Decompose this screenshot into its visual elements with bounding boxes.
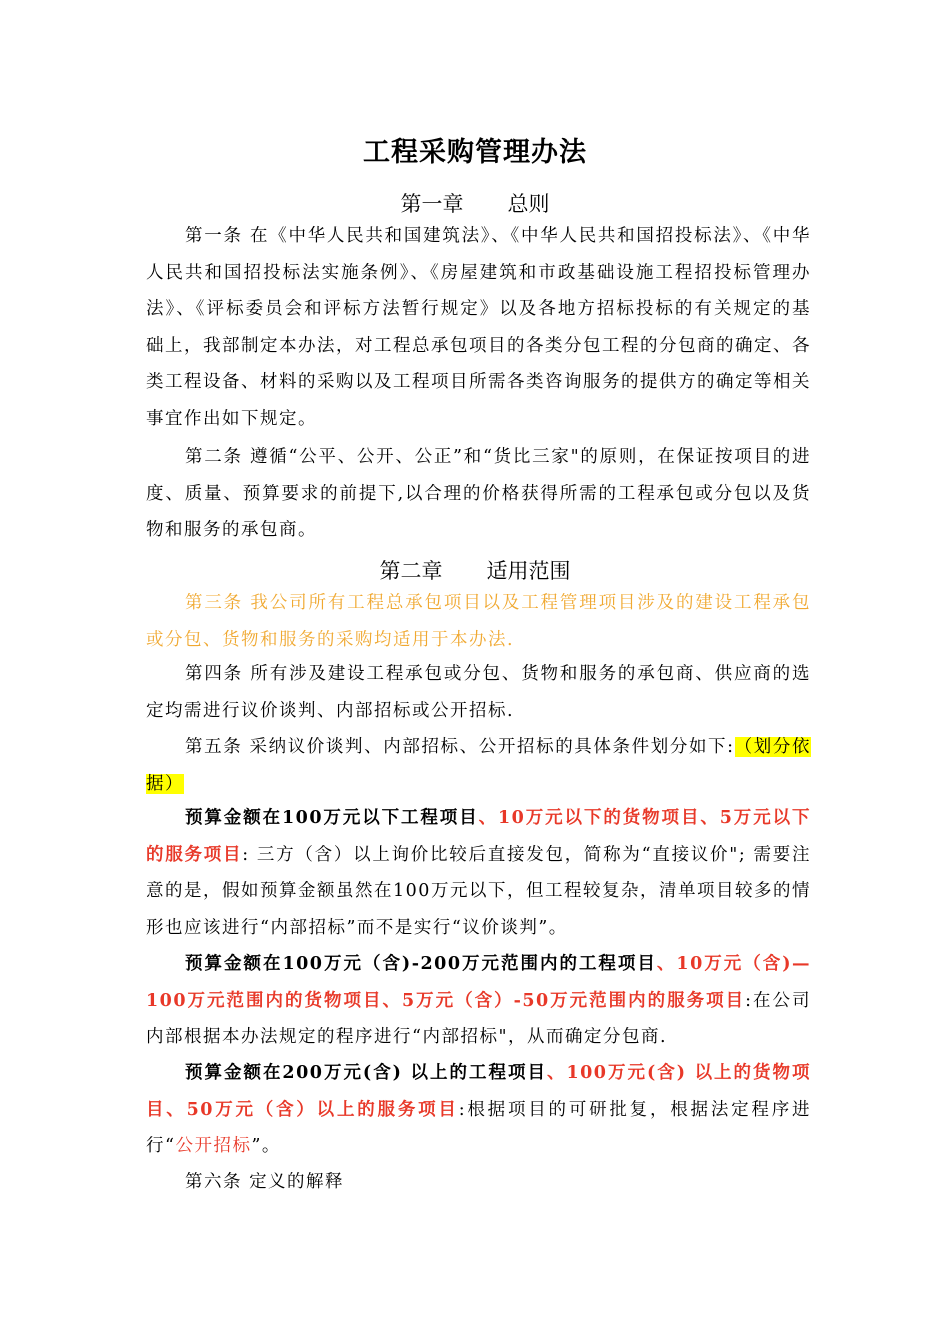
article-5-highlight-note: （划分依据） [146,737,811,794]
chapter-2-name: 适用范围 [486,559,571,583]
chapter-1-name: 总则 [507,192,550,216]
tier-1-rest: : 三方（含）以上询价比较后直接发包，简称为“直接议价"; 需要注意的是，假如预算金额虽然在100万元以下，但工程较复杂，清单项目较多的情形也应该进行“内部招标”而不是实行“议价谈判”。 [146,844,812,938]
tier-2-paragraph [146,946,811,1056]
tier-2-lead: 预算金额在100万元（含)-200万元范围内的工程项目 [185,954,657,974]
tier-1-red: 、10万元以下的货物项目、5万元以下的服务项目 [146,808,812,865]
tier-1-paragraph [146,800,811,946]
article-3: 第三条 我公司所有工程总承包项目以及工程管理项目涉及的建设工程承包或分包、货物和服务的采购均适用于本办法. [146,593,811,650]
chapter-2-heading [0,555,950,585]
tier-3-lead: 预算金额在200万元(含) 以上的工程项目 [185,1063,547,1083]
tier-3-red: 、100万元(含) 以上的货物项目、50万元（含）以上的服务项目 [146,1063,812,1120]
article-6: 第六条 定义的解释 [185,1172,345,1192]
article-5 [146,729,811,802]
tier-3-paragraph [146,1055,811,1165]
chapter-1-heading [0,188,950,218]
article-2: 第二条 遵循“公平、公开、公正”和“货比三家"的原则，在保证按项目的进度、质量、预算要求的前提下,以合理的价格获得所需的工程承包或分包以及货物和服务的承包商。 [146,447,811,540]
article-4: 第四条 所有涉及建设工程承包或分包、货物和服务的承包商、供应商的选定均需进行议价谈判、内部招标或公开招标. [146,664,811,721]
tier-2-red: 、10万元（含)—100万元范围内的货物项目、5万元（含）-50万元范围内的服务项目 [146,954,811,1011]
article-5-text: 第五条 采纳议价谈判、内部招标、公开招标的具体条件划分如下: [185,737,735,757]
tier-3-rest: :根据项目的可研批复，根据法定程序进行“ [146,1099,811,1156]
chapter-2-number: 第二章 [379,559,443,583]
tier-2-rest: :在公司内部根据本办法规定的程序进行“内部招标"，从而确定分包商. [146,990,811,1047]
tier-3-public-tender: 公开招标 [175,1136,252,1156]
tier-3-tail: ”。 [251,1136,281,1156]
chapter-1-number: 第一章 [400,192,464,216]
document-title: 工程采购管理办法 [363,137,587,168]
article-1: 第一条 在《中华人民共和国建筑法》、《中华人民共和国招投标法》、《中华人民共和国招投标法实施条例》、《房屋建筑和市政基础设施工程招投标管理办法》、《评标委员会和评标方法暂行规定》以及各地方招标投标的有关规定的基础上，我部制定本办法，对工程总承包项目的各类分包工程的分包商的确定、各类工程设备、材料的采购以及工程项目所需各类咨询服务的提供方的确定等相关事宜作出如下规定。 [146,226,811,429]
tier-1-lead: 预算金额在100万元以下工程项目 [185,808,479,828]
